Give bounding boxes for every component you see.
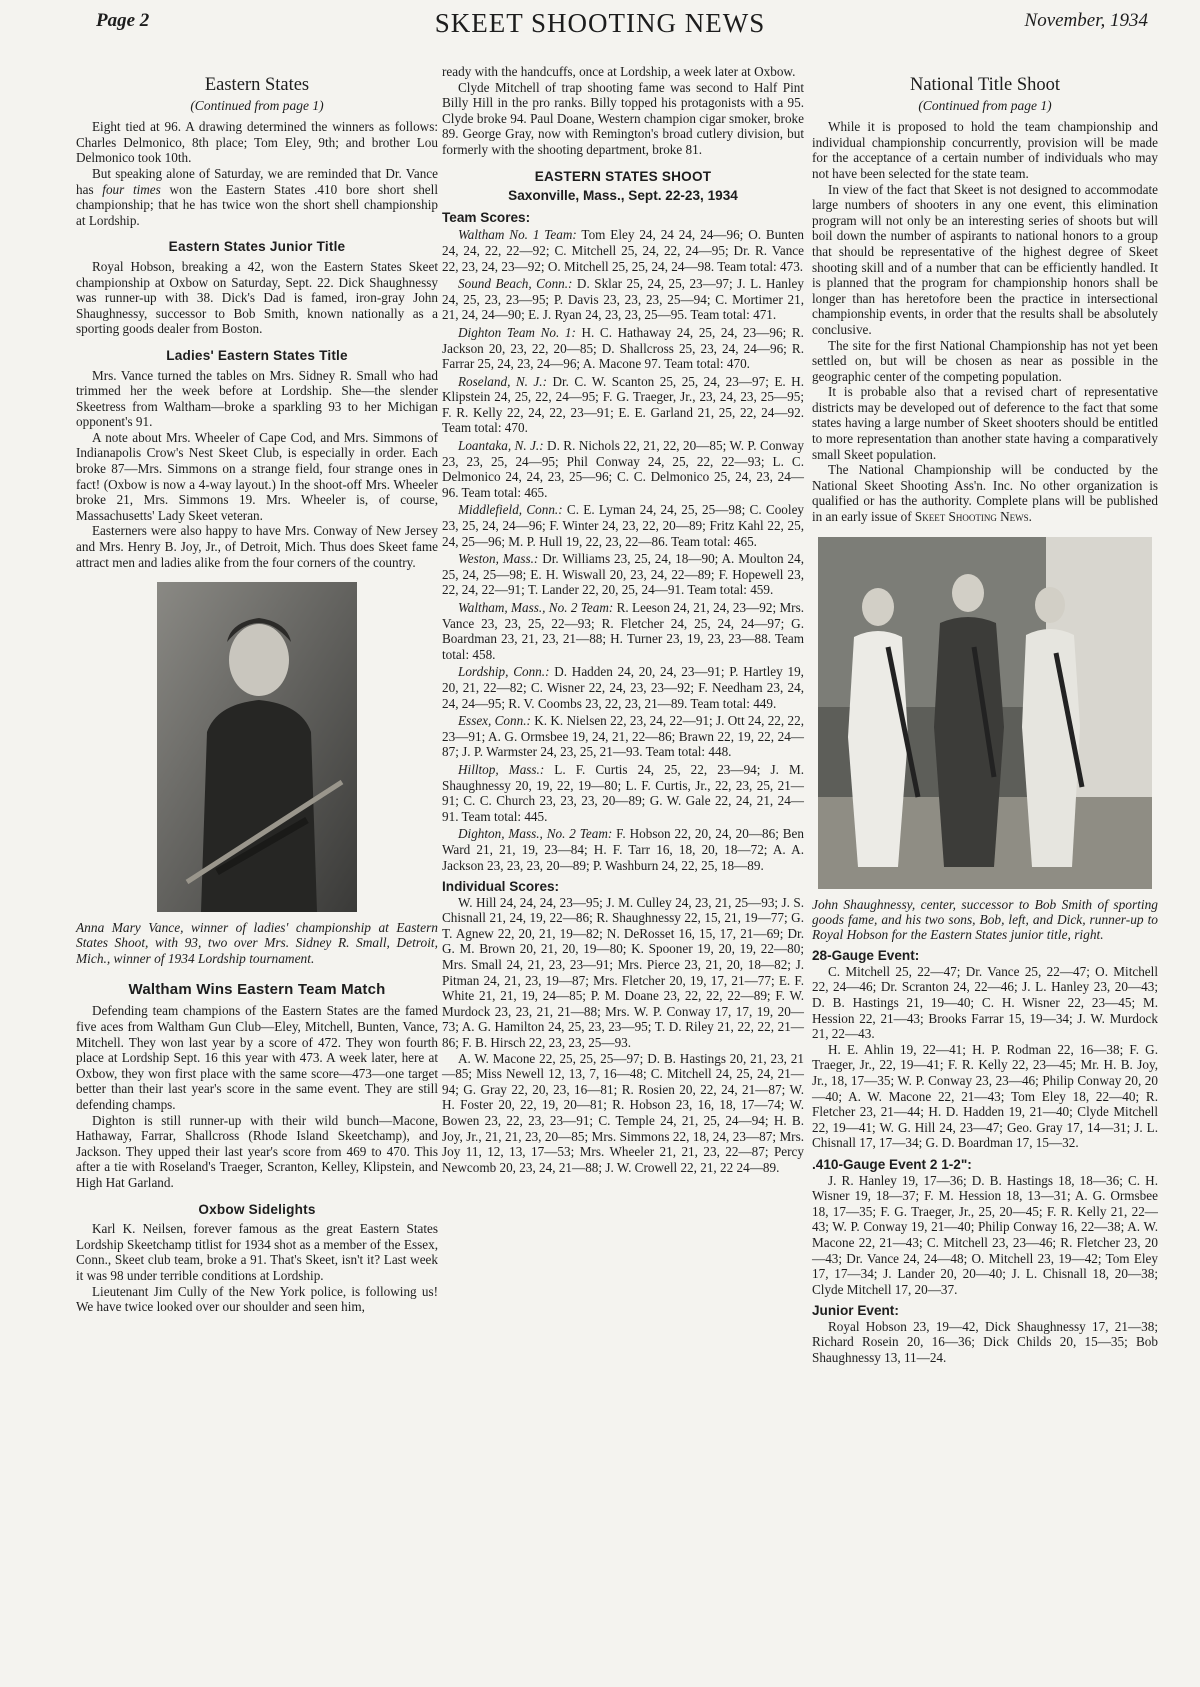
junior-event-scores: Royal Hobson 23, 19—42, Dick Shaughnessy 17, 21—38; Richard Rosein 20, 16—36; Dick Childs 20, 15—35; Bob Shaughnessy 13, 11—24.	[812, 1318, 1158, 1366]
team-name: Roseland, N. J.:	[458, 373, 547, 389]
newspaper-title: SKEET SHOOTING NEWS	[434, 8, 766, 38]
team-scores-list	[442, 227, 804, 873]
team-name: Dighton Team No. 1:	[458, 324, 576, 340]
team-name: Sound Beach, Conn.:	[458, 276, 573, 292]
team-score-entry: Roseland, N. J.: Dr. C. W. Scanton 25, 25, 24, 23—97; E. H. Klipstein 24, 25, 22, 24—95; F. G. Traeger, Jr., 23, 24, 23, 25—95; F. R. Kelly 22, 24, 22, 23—91; E. E. Garland 21, 25, 22, 24—92. Team total: 470.	[442, 373, 804, 436]
column-middle	[442, 58, 804, 1175]
team-name: Lordship, Conn.:	[458, 664, 550, 680]
team-scores-label: Team Scores:	[442, 209, 531, 225]
paragraph: Defending team champions of the Eastern States are the famed five aces from Waltham Gun Club—Eley, Mitchell, Bunten, Vance, Mitchell. They won last year by a score of 472. They won fourth place at Lordship Sept. 16 this year with 473. A week later, here at Oxbow, they won first place with the same score—473—one target better than their last year's score in the same event. They are still defending champs.	[76, 1003, 438, 1112]
team-score-entry: Dighton Team No. 1: H. C. Hathaway 24, 25, 24, 23—96; R. Jackson 20, 23, 22, 20—85; D. Shallcross 25, 23, 24, 24—96; R. Farrar 25, 24, 23, 24—96; A. Macone 97. Team total: 470.	[442, 324, 804, 372]
paragraph: Eight tied at 96. A drawing determined the winners as follows: Charles Delmonico, 8th place; Tom Eley, 9th; and brother Lou Delmonico took 10th.	[76, 119, 438, 166]
page-number: Page 2	[96, 10, 150, 31]
publication-name: Skeet Shooting News.	[914, 509, 1032, 525]
eastern-states-heading: Eastern States	[204, 75, 310, 95]
photo-shaughnessy-family	[818, 537, 1152, 889]
junior-event-label: Junior Event:	[812, 1303, 899, 1319]
junior-title-heading: Eastern States Junior Title	[168, 239, 346, 255]
gauge-28-scores: C. Mitchell 25, 22—47; Dr. Vance 25, 22—47; O. Mitchell 22, 24—46; Dr. Scranton 24, 22—46; J. L. Hanley 23, 20—43; D. B. Hastings 21, 19—40; C. H. Wisner 22, 23—45; M. Hession 22, 21—43; Brooks Farrar 15, 19—34; J. W. Murdock 21, 22—43.	[812, 963, 1158, 1042]
paragraph: It is probable also that a revised chart of representative districts may be developed out of deference to the fact that some states having a large number of Skeet shooters should be entitled to more representation than another state having a comparatively small Skeet population.	[812, 384, 1158, 462]
shoot-location: Saxonville, Mass., Sept. 22-23, 1934	[508, 188, 738, 204]
paragraph: Easterners were also happy to have Mrs. Conway of New Jersey and Mrs. Henry B. Joy, Jr., of Detroit, Mich. Thus does Skeet fame attract men and ladies alike from the four corners of the country.	[76, 523, 438, 570]
gauge-410-label: .410-Gauge Event 2 1-2":	[812, 1156, 972, 1172]
paragraph: While it is proposed to hold the team championship and individual championship concurrently, provision will be made for the acceptance of a certain number of individuals who may not have been selected for the state team.	[812, 119, 1158, 181]
paragraph: In view of the fact that Skeet is not designed to accommodate large numbers of shooters in any one event, this elimination program will not only be an interesting series of shoots but will boil down the number of aspirants to national honors to a group that should be representative of the highest degree of Skeet shooting skill and of a number that can be efficiently handled. It is planned that the program for championship honors shall be longer than has heretofore been the practice in intersectional championship events, in order that the results shall be absolutely conclusive.	[812, 181, 1158, 337]
team-score-entry: Lordship, Conn.: D. Hadden 24, 20, 24, 23—91; P. Hartley 19, 20, 21, 22—82; C. Wisner 22, 24, 23, 23—92; F. Needham 23, 24, 24, 24—95; R. V. Coombs 23, 22, 23, 21—89. Team total: 449.	[442, 664, 804, 711]
team-score-entry: Essex, Conn.: K. K. Nielsen 22, 23, 24, 22—91; J. Ott 24, 22, 22, 23—91; A. G. Ormsbee 19, 24, 21, 22—86; Brawn 22, 19, 22, 24—87; J. P. Warmster 24, 23, 25, 21—93. Team total: 448.	[442, 713, 804, 760]
team-name: Middlefield, Conn.:	[458, 502, 563, 518]
paragraph: The site for the first National Championship has not yet been settled on, but will be chosen as near as possible in the geographic center of the competing population.	[812, 337, 1158, 384]
continued-note: (Continued from page 1)	[918, 97, 1052, 113]
team-score-entry: Loantaka, N. J.: D. R. Nichols 22, 21, 22, 20—85; W. P. Conway 23, 23, 25, 24—95; Phil Conway 24, 25, 22, 22—93; L. C. Delmonico 24, 24, 23, 25—96; C. C. Delmonico 25, 24, 23, 24—96. Team total: 465.	[442, 438, 804, 500]
team-score-entry: Dighton, Mass., No. 2 Team: F. Hobson 22, 20, 24, 20—86; Ben Ward 21, 21, 19, 23—84; H. F. Tarr 16, 18, 20, 18—72; A. A. Jackson 23, 23, 23, 20—89; P. Washburn 24, 22, 25, 18—89.	[442, 826, 804, 873]
oxbow-heading: Oxbow Sidelights	[198, 1201, 316, 1217]
paragraph: Clyde Mitchell of trap shooting fame was second to Half Pint Billy Hill in the pro ranks. Billy topped his protagonists with a 95. Clyde broke 94. Paul Doane, Western champion cigar smoker, broke 89. George Gray, now with Remington's broad cutlery division, but formerly with the shooting department, broke 81.	[442, 79, 804, 157]
team-name: Essex, Conn.:	[458, 713, 531, 729]
photo-anna-mary-vance	[157, 582, 357, 912]
team-name: Hilltop, Mass.:	[458, 761, 545, 777]
team-name: Weston, Mass.:	[458, 551, 539, 567]
gauge-28-scores: H. E. Ahlin 19, 22—41; H. P. Rodman 22, 16—38; F. G. Traeger, Jr., 22, 19—41; F. R. Kelly 22, 23—45; Mr. H. B. Joy, Jr., 18, 17—35; W. P. Conway 23, 23—46; Philip Conway 20, 20—40; A. W. Macone 22, 21—43; Tom Eley 18, 22—40; R. Fletcher 23, 21—44; H. D. Hadden 19, 21—40; Clyde Mitchell 22, 19—41; W. G. Hill 24, 23—47; Geo. Gray 17, 14—31; J. L. Chisnall 17, 17—34; G. D. Boardman 17, 15—32.	[812, 1041, 1158, 1151]
team-score-entry: Hilltop, Mass.: L. F. Curtis 24, 25, 22, 23—94; J. M. Shaughnessy 20, 19, 22, 19—80; L. F. Curtis, Jr., 22, 23, 25, 21—91; C. C. Church 23, 23, 23, 20—89; G. W. Gale 22, 24, 21, 24—91. Team total: 445.	[442, 761, 804, 824]
column-right	[812, 58, 1158, 1366]
team-score-entry: Waltham No. 1 Team: Tom Eley 24, 24 24, 24—96; O. Bunten 24, 24, 22, 22—92; C. Mitchell 25, 24, 22, 24—95; Dr. R. Vance 22, 23, 24, 23—92; O. Mitchell 25, 25, 24, 24—98. Team total: 473.	[442, 227, 804, 274]
masthead	[0, 0, 1200, 52]
national-title-heading: National Title Shoot	[909, 75, 1061, 95]
shoot-heading: EASTERN STATES SHOOT	[534, 168, 712, 184]
team-score-entry: Weston, Mass.: Dr. Williams 23, 25, 24, 18—90; A. Moulton 24, 25, 24, 25—98; E. H. Wiswall 20, 23, 24, 22—89; F. Hopewell 23, 22, 24, 22—91; T. Lander 22, 20, 25, 24—91. Team total: 459.	[442, 551, 804, 598]
ladies-title-heading: Ladies' Eastern States Title	[166, 347, 348, 363]
team-score-entry: Sound Beach, Conn.: D. Sklar 25, 24, 25, 23—97; J. L. Hanley 24, 25, 23, 23—95; P. Davis 23, 23, 23, 25—94; C. Mortimer 21, 21, 24, 24—90; E. J. Ryan 24, 23, 23, 25—95. Team total: 471.	[442, 276, 804, 323]
individual-scores: A. W. Macone 22, 25, 25, 25—97; D. B. Hastings 20, 21, 23, 21—85; Miss Newell 12, 13, 7, 16—48; C. Mitchell 24, 25, 24, 21—94; G. Gray 22, 20, 23, 16—81; R. Rosien 20, 22, 24, 21—87; W. H. Foster 20, 22, 19, 20—81; R. Hobson 23, 16, 18, 17—74; W. Bowen 23, 22, 23, 23—91; C. Temple 24, 21, 25, 24—94; H. B. Joy, Jr., 21, 21, 23, 20—85; Mrs. Simmons 22, 18, 24, 23—87; Mrs. Joy 11, 12, 13, 17—53; Mrs. Wheeler 21, 21, 23, 22—87; Percy Newcomb 20, 23, 24, 21—88; J. W. Crowell 22, 21, 22 24—89.	[442, 1050, 804, 1175]
team-score-entry: Middlefield, Conn.: C. E. Lyman 24, 24, 25, 25—98; C. Cooley 23, 25, 24, 24—96; F. Winter 24, 23, 22, 20—89; Fritz Kahl 22, 25, 24, 25—96; M. P. Hull 19, 22, 23, 22—86. Team total: 465.	[442, 502, 805, 549]
team-score-entry: Waltham, Mass., No. 2 Team: R. Leeson 24, 21, 24, 23—92; Mrs. Vance 23, 23, 25, 22—93; R. Fletcher 24, 25, 24, 24—97; G. Boardman 23, 21, 23, 21—88; H. Turner 23, 19, 23, 23—88. Team total: 458.	[442, 600, 804, 662]
team-name: Loantaka, N. J.:	[458, 438, 544, 454]
waltham-heading: Waltham Wins Eastern Team Match	[128, 980, 386, 998]
paragraph: Royal Hobson, breaking a 42, won the Eastern States Skeet championship at Oxbow on Saturday, Sept. 22. Dick Shaughnessy was runner-up with 38. Dick's Dad is famed, iron-gray John Shaughnessy, successor to Bob Smith, known nationally as a sporting goods dealer from Boston.	[76, 258, 438, 337]
continued-note: (Continued from page 1)	[190, 97, 324, 113]
individual-scores-label: Individual Scores:	[442, 879, 560, 895]
paragraph: ready with the handcuffs, once at Lordship, a week later at Oxbow.	[442, 64, 796, 79]
issue-date: November, 1934	[1024, 10, 1148, 31]
column-left	[76, 58, 438, 1315]
team-name: Waltham No. 1 Team:	[458, 227, 577, 243]
paragraph: But speaking alone of Saturday, we are reminded that Dr. Vance has four times won the Eastern States .410 bore short shell championship; that he has twice won the short shell championship at Lordship.	[76, 165, 438, 228]
paragraph: A note about Mrs. Wheeler of Cape Cod, and Mrs. Simmons of Indianapolis Crow's Nest Skeet Club, is especially in order. Each broke 87—Mrs. Simmons on a strange field, four strange ones in fact! (Oxbow is now a 4-way layout.) In the shoot-off Mrs. Wheeler broke 21, Mrs. Simmons 19. Mrs. Wheeler is, of course, Massachusetts' Lady Skeet veteran.	[76, 429, 438, 523]
gauge-410-scores: J. R. Hanley 19, 17—36; D. B. Hastings 18, 18—36; C. H. Wisner 19, 18—37; F. M. Hession 18, 13—31; A. G. Ormsbee 18, 17—35; F. G. Traeger, Jr., 25, 20—45; F. R. Kelly 21, 22—43; W. P. Conway 19, 21—40; Philip Conway 16, 22—38; A. W. Macone 22, 21—43; C. Mitchell 23, 23—46; R. Fletcher 23, 20—43; Dr. Vance 24, 24—48; O. Mitchell 23, 19—42; Tom Eley 17, 17—34; J. Lander 20, 20—40; J. L. Chisnall 18, 20—38; Clyde Mitchell 17, 20—37.	[812, 1172, 1158, 1297]
paragraph: Mrs. Vance turned the tables on Mrs. Sidney R. Small who had trimmed her the week before at Lordship. She—the slender Skeetress from Waltham—broke a sparkling 93 to her Michigan opponent's 91.	[76, 367, 438, 430]
team-name: Waltham, Mass., No. 2 Team:	[458, 600, 614, 615]
paragraph: Karl K. Neilsen, forever famous as the great Eastern States Lordship Skeetchamp titlist for 1934 shot as a member of the Essex, Conn., Skeet club team, broke a 91. That's Skeet, isn't it? Last week it was 98 under terrible conditions at Lordship.	[76, 1221, 438, 1283]
individual-scores: W. Hill 24, 24, 24, 23—95; J. M. Culley 24, 23, 21, 25—93; J. S. Chisnall 21, 24, 19, 22—86; R. Shaughnessy 22, 15, 21, 19—77; G. T. Agnew 22, 20, 21, 19—82; N. DeRosset 16, 15, 17, 21—69; Dr. G. M. Brown 20, 21, 20, 19—80; K. Spooner 19, 20, 19, 22—80; Mrs. Small 24, 21, 23, 23—91; Mrs. Pierce 23, 21, 20, 18—82; J. Pitman 24, 21, 23, 19—87; Mrs. Fletcher 20, 19, 17, 21—77; E. F. White 21, 21, 19, 24—85; P. M. Doane 23, 22, 22, 22—89; F. W. Murdock 23, 23, 21, 21—88; Mrs. W. P. Conway 17, 17, 19, 20—73; A. G. Hamilton 24, 25, 23, 23—95; T. D. Riley 21, 22, 22, 21—86; F. B. Hirsch 22, 23, 23, 25—93.	[442, 894, 804, 1051]
paragraph: Dighton is still runner-up with their wild bunch—Macone, Hathaway, Farrar, Shallcross (Rhode Island Skeetchamp), and Jackson. They upped their last year's score from 469 to 470. This after a tie with Roseland's Traeger, Scranton, Kelley, Klipstein, and High Hat Garland.	[76, 1112, 438, 1190]
team-name: Dighton, Mass., No. 2 Team:	[458, 826, 613, 842]
emphasis: four times	[102, 181, 161, 197]
gauge-28-label: 28-Gauge Event:	[812, 948, 920, 964]
photo-caption: John Shaughnessy, center, successor to Bob Smith of sporting goods fame, and his two sons, Bob, left, and Dick, runner-up to Royal Hobson for the Eastern States junior title, right.	[812, 896, 1158, 943]
paragraph: Lieutenant Jim Cully of the New York police, is following us! We have twice looked over our shoulder and seen him,	[76, 1283, 438, 1315]
photo-caption: Anna Mary Vance, winner of ladies' championship at Eastern States Shoot, with 93, two over Mrs. Sidney R. Small, Detroit, Mich., winner of 1934 Lordship tournament.	[76, 920, 438, 966]
paragraph: The National Championship will be conducted by the National Skeet Shooting Ass'n. Inc. No other organization is qualified or has the authority. Complete plans will be published in an early issue of Skeet Shooting News.	[812, 462, 1158, 525]
